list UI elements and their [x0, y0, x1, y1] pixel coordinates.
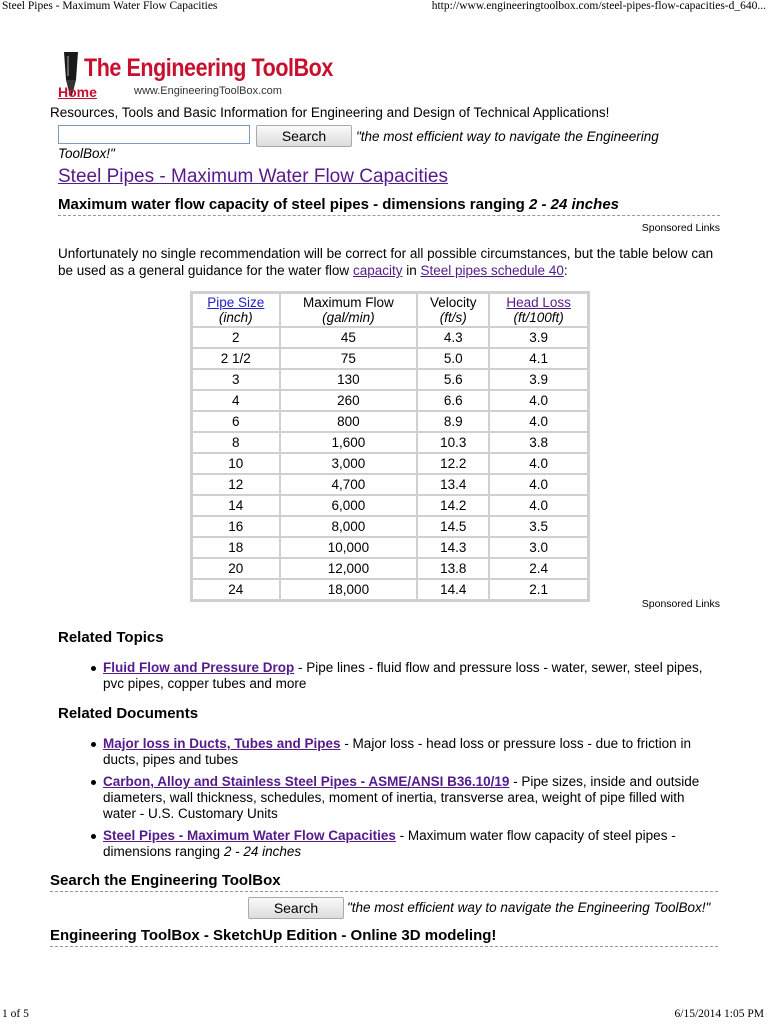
list-item: [89, 736, 719, 768]
table-cell: 6,000: [280, 495, 418, 516]
max-flow-label: Maximum Flow: [303, 295, 394, 310]
major-loss-link[interactable]: Major loss in Ducts, Tubes and Pipes: [103, 736, 341, 751]
table-row: [192, 411, 588, 432]
table-cell: 10: [192, 453, 280, 474]
print-page-url: http://www.engineeringtoolbox.com/steel-pipes-flow-capacities-d_640...: [431, 0, 766, 12]
table-cell: 3.9: [489, 327, 588, 348]
table-cell: 8.9: [417, 411, 489, 432]
table-row: [192, 579, 588, 600]
intro-text-end: :: [563, 263, 568, 278]
table-row: [192, 390, 588, 411]
print-page-title: Steel Pipes - Maximum Water Flow Capacities: [2, 0, 218, 12]
search-toolbox-heading: Search the Engineering ToolBox: [50, 872, 718, 892]
table-cell: 2.1: [489, 579, 588, 600]
table-cell: 14: [192, 495, 280, 516]
list-item: [89, 660, 719, 692]
search-quote: "the most efficient way to navigate the Engineering ToolBox!": [58, 129, 659, 161]
table-row: [192, 558, 588, 579]
table-cell: 3.5: [489, 516, 588, 537]
subtitle-range: 2 - 24 inches: [528, 196, 619, 213]
table-cell: 4.1: [489, 348, 588, 369]
related-documents-list: [89, 736, 719, 866]
table-cell: 12,000: [280, 558, 418, 579]
table-cell: 10,000: [280, 537, 418, 558]
pipe-size-link[interactable]: Pipe Size: [207, 295, 265, 310]
table-cell: 75: [280, 348, 418, 369]
table-cell: 13.8: [417, 558, 489, 579]
table-cell: 13.4: [417, 474, 489, 495]
table-header-row: [192, 293, 588, 327]
table-cell: 8,000: [280, 516, 418, 537]
table-body: [192, 327, 588, 600]
table-row: [192, 537, 588, 558]
table-cell: 5.6: [417, 369, 489, 390]
sponsored-links-top: Sponsored Links: [641, 222, 720, 234]
col-header-max-flow: [280, 293, 418, 327]
list-item-desc: - Pipe lines - fluid flow and pressure loss - water, sewer, steel pipes, pvc pipes, copper tubes and more: [103, 660, 703, 691]
col-header-pipe-size: [192, 293, 280, 327]
table-cell: 4.0: [489, 474, 588, 495]
velocity-label: Velocity: [429, 295, 477, 310]
table-cell: 14.3: [417, 537, 489, 558]
table-cell: 6.6: [417, 390, 489, 411]
capacity-link[interactable]: capacity: [352, 263, 403, 278]
table-cell: 14.2: [417, 495, 489, 516]
intro-text-middle: in: [402, 263, 421, 278]
steel-pipes-asme-link[interactable]: Carbon, Alloy and Stainless Steel Pipes - ASME/ANSI B36.10/19: [103, 774, 510, 789]
sketchup-heading: Engineering ToolBox - SketchUp Edition - Online 3D modeling!: [50, 927, 718, 947]
table-row: [192, 474, 588, 495]
table-cell: 3.9: [489, 369, 588, 390]
sponsored-links-bottom: Sponsored Links: [641, 598, 720, 610]
table-cell: 45: [280, 327, 418, 348]
table-cell: 3: [192, 369, 280, 390]
max-flow-unit: (gal/min): [322, 310, 375, 325]
table-cell: 260: [280, 390, 418, 411]
table-row: [192, 453, 588, 474]
table-cell: 4.0: [489, 453, 588, 474]
table-cell: 18: [192, 537, 280, 558]
head-loss-link[interactable]: Head Loss: [506, 295, 571, 310]
table-cell: 16: [192, 516, 280, 537]
steel-pipes-schedule-40-link[interactable]: Steel pipes schedule 40: [420, 263, 564, 278]
home-link[interactable]: Home: [58, 84, 97, 100]
table-cell: 12: [192, 474, 280, 495]
table-cell: 3.8: [489, 432, 588, 453]
table-row: [192, 348, 588, 369]
table-cell: 3,000: [280, 453, 418, 474]
table-row: [192, 495, 588, 516]
list-item: [89, 774, 719, 822]
list-item: [89, 828, 719, 860]
site-tagline: Resources, Tools and Basic Information for Engineering and Design of Technical Applications!: [50, 105, 610, 120]
print-page-number: 1 of 5: [2, 1008, 29, 1020]
table-cell: 4.0: [489, 390, 588, 411]
intro-paragraph: [58, 245, 724, 279]
print-footer: [0, 1008, 768, 1024]
table-cell: 4.3: [417, 327, 489, 348]
steel-pipes-capacity-link[interactable]: Steel Pipes - Maximum Water Flow Capacities: [103, 828, 396, 843]
table-cell: 5.0: [417, 348, 489, 369]
list-item-desc-italic: 2 - 24 inches: [223, 844, 302, 859]
related-topics-list: [89, 660, 719, 698]
search-input[interactable]: [58, 125, 250, 144]
table-row: [192, 432, 588, 453]
list-item-desc: - Pipe sizes, inside and outside diameters, wall thickness, schedules, moment of inertia, transverse area, weight of pipe filled with water - U.S. Customary Units: [103, 774, 700, 821]
table-cell: 130: [280, 369, 418, 390]
logo-domain: www.EngineeringToolBox.com: [134, 85, 282, 97]
table-cell: 6: [192, 411, 280, 432]
table-cell: 1,600: [280, 432, 418, 453]
list-item-desc: - Maximum water flow capacity of steel pipes - dimensions ranging: [103, 828, 676, 859]
fluid-flow-link[interactable]: Fluid Flow and Pressure Drop: [103, 660, 295, 675]
table-row: [192, 516, 588, 537]
subtitle-text: Maximum water flow capacity of steel pipes - dimensions ranging: [58, 196, 529, 213]
table-cell: 8: [192, 432, 280, 453]
pipe-size-unit: (inch): [218, 310, 253, 325]
table-cell: 14.5: [417, 516, 489, 537]
table-cell: 2.4: [489, 558, 588, 579]
page-subtitle: [58, 196, 720, 216]
table-cell: 24: [192, 579, 280, 600]
page-title[interactable]: Steel Pipes - Maximum Water Flow Capacities: [58, 166, 448, 187]
print-datetime: 6/15/2014 1:05 PM: [674, 1008, 764, 1020]
site-logo[interactable]: [54, 50, 394, 102]
search-button[interactable]: Search: [256, 125, 352, 147]
flow-capacity-table: [190, 291, 590, 602]
print-header: [0, 0, 768, 16]
velocity-unit: (ft/s): [439, 310, 467, 325]
table-cell: 3.0: [489, 537, 588, 558]
table-cell: 4.0: [489, 411, 588, 432]
table-row: [192, 327, 588, 348]
table-cell: 2: [192, 327, 280, 348]
table-cell: 4.0: [489, 495, 588, 516]
search-quote-bottom: "the most efficient way to navigate the Engineering ToolBox!": [347, 900, 711, 915]
head-loss-unit: (ft/100ft): [513, 310, 564, 325]
related-topics-heading: Related Topics: [58, 629, 164, 646]
table-cell: 2 1/2: [192, 348, 280, 369]
table-cell: 12.2: [417, 453, 489, 474]
intro-text: Unfortunately no single recommendation will be correct for all possible circumstances, but the table below can be used as a general guidance for the water flow: [58, 246, 714, 278]
table-cell: 800: [280, 411, 418, 432]
table-cell: 4: [192, 390, 280, 411]
search-button-bottom[interactable]: Search: [248, 897, 344, 919]
table-cell: 10.3: [417, 432, 489, 453]
list-item-desc: - Major loss - head loss or pressure loss - due to friction in ducts, pipes and tubes: [103, 736, 691, 767]
logo-title: The Engineering ToolBox: [84, 54, 333, 82]
table-row: [192, 369, 588, 390]
related-documents-heading: Related Documents: [58, 705, 199, 722]
table-cell: 18,000: [280, 579, 418, 600]
table-cell: 14.4: [417, 579, 489, 600]
table-cell: 4,700: [280, 474, 418, 495]
table-cell: 20: [192, 558, 280, 579]
col-header-head-loss: [489, 293, 588, 327]
col-header-velocity: [417, 293, 489, 327]
